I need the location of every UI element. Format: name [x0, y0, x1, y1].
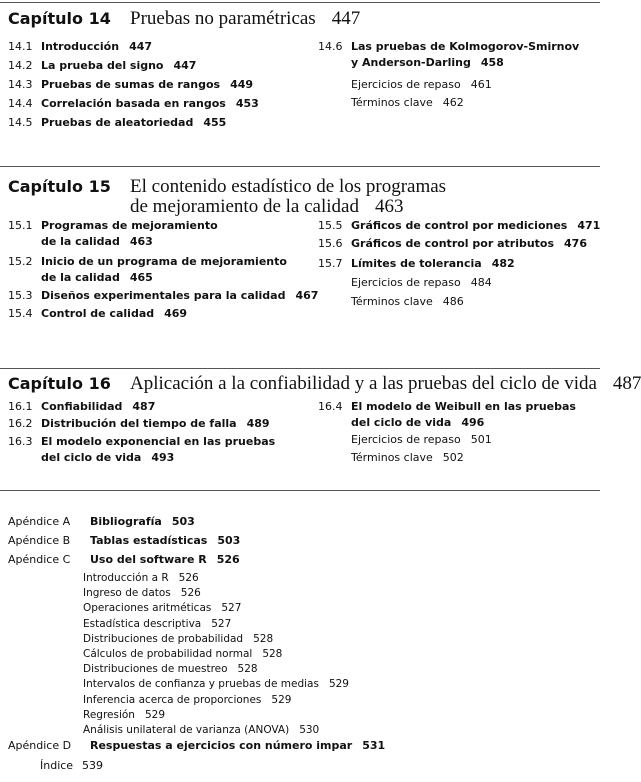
- section-page: 489: [246, 417, 270, 430]
- extra-entry[interactable]: [351, 433, 492, 447]
- section-number: 16.3: [8, 435, 33, 448]
- section-page: 463: [129, 235, 153, 248]
- appendix-c-item-page: 528: [253, 632, 274, 645]
- extra-entry[interactable]: [351, 78, 492, 92]
- chapter-heading[interactable]: [8, 373, 641, 394]
- section-title: Distribución del tiempo de falla: [41, 417, 237, 430]
- section-page: 467: [295, 289, 319, 302]
- appendix-title: Bibliografía: [90, 515, 162, 528]
- extra-page: 501: [470, 433, 492, 446]
- chapter-heading[interactable]: [130, 196, 403, 217]
- section-entry[interactable]: [41, 271, 153, 285]
- appendix-c-item-title: Regresión: [83, 708, 135, 721]
- section-title: El modelo exponencial en las pruebas: [41, 435, 276, 448]
- section-title: Programas de mejoramiento: [41, 219, 218, 232]
- divider: [0, 490, 600, 491]
- extra-page: 486: [442, 295, 464, 308]
- appendix-page: 526: [216, 553, 240, 566]
- section-entry[interactable]: [318, 257, 515, 271]
- extra-entry[interactable]: [351, 451, 464, 465]
- chapter-title: Pruebas no paramétricas: [130, 8, 316, 29]
- appendix-c-item-page: 530: [299, 724, 320, 736]
- section-entry[interactable]: [318, 40, 579, 54]
- section-entry[interactable]: [351, 56, 504, 70]
- chapter-title: Aplicación a la confiabilidad y a las pruebas del ciclo de vida: [130, 373, 597, 394]
- appendix-label: Apéndice A: [8, 515, 71, 528]
- section-entry[interactable]: [8, 116, 226, 130]
- appendix-label: Apéndice D: [8, 739, 72, 752]
- extra-title: Ejercicios de repaso: [351, 276, 461, 289]
- appendix-c-item-page: 528: [237, 663, 258, 676]
- appendix-c-item-title: Análisis unilateral de varianza (ANOVA): [83, 724, 290, 736]
- section-page: 476: [564, 237, 587, 250]
- extra-page: 461: [470, 78, 492, 91]
- chapter-page: 463: [374, 196, 404, 217]
- section-title: Gráficos de control por atributos: [351, 237, 555, 250]
- appendix-c-item[interactable]: [83, 693, 291, 707]
- section-title: Introducción: [41, 40, 120, 53]
- section-page: 487: [132, 400, 156, 413]
- appendix-c-item-page: 529: [271, 693, 292, 706]
- section-entry[interactable]: [8, 78, 253, 92]
- appendix-c-item-page: 528: [262, 648, 283, 660]
- appendix-c-item[interactable]: [83, 586, 201, 600]
- chapter-heading[interactable]: [8, 8, 360, 29]
- section-number: 15.6: [318, 237, 343, 250]
- appendix-c-item-title: Distribuciones de probabilidad: [83, 632, 244, 645]
- appendix-c-item-title: Operaciones aritméticas: [83, 602, 212, 615]
- appendix-label: Apéndice B: [8, 534, 71, 547]
- chapter-title: de mejoramiento de la calidad: [130, 196, 359, 217]
- section-title: Pruebas de aleatoriedad: [41, 116, 194, 129]
- section-title: de la calidad: [41, 271, 120, 284]
- section-title: Las pruebas de Kolmogorov-Smirnov: [351, 40, 580, 53]
- extra-entry[interactable]: [351, 295, 464, 309]
- appendix-c-item-page: 526: [180, 587, 201, 600]
- section-page: 447: [129, 40, 153, 53]
- divider: [0, 368, 600, 369]
- chapter-heading[interactable]: [8, 176, 446, 197]
- section-page: 458: [480, 56, 504, 69]
- appendix-c-item-title: Estadística descriptiva: [83, 617, 202, 630]
- section-entry[interactable]: [8, 435, 275, 449]
- section-title: Gráficos de control por mediciones: [351, 219, 568, 232]
- extra-title: Ejercicios de repaso: [351, 78, 461, 91]
- divider: [0, 2, 600, 3]
- appendix-title: Uso del software R: [90, 553, 207, 566]
- section-page: 447: [173, 59, 197, 72]
- section-page: 453: [235, 97, 259, 110]
- extra-page: 462: [442, 96, 464, 109]
- section-entry[interactable]: [41, 451, 174, 465]
- appendix-c-item[interactable]: [83, 677, 349, 691]
- appendix-c-item[interactable]: [83, 647, 282, 661]
- chapter-label: Capítulo 15: [8, 177, 111, 196]
- section-number: 15.2: [8, 255, 33, 268]
- section-entry[interactable]: [8, 307, 187, 321]
- section-page: 482: [491, 257, 515, 270]
- appendix-c-item-page: 527: [211, 617, 232, 630]
- section-title: y Anderson-Darling: [351, 56, 471, 69]
- section-title: El modelo de Weibull en las pruebas: [351, 400, 576, 413]
- appendix-c-item-title: Cálculos de probabilidad normal: [83, 648, 253, 660]
- appendix-c-item-title: Intervalos de confianza y pruebas de medias: [83, 678, 319, 691]
- section-entry[interactable]: [318, 237, 587, 251]
- section-entry[interactable]: [8, 59, 196, 73]
- divider: [0, 166, 600, 167]
- appendix-page: 503: [171, 515, 195, 528]
- section-entry[interactable]: [318, 219, 600, 233]
- appendix-c-item[interactable]: [83, 662, 258, 676]
- appendix-c-item[interactable]: [83, 708, 165, 722]
- chapter-page: 487: [612, 373, 641, 394]
- section-title: Pruebas de sumas de rangos: [41, 78, 221, 91]
- section-number: 14.5: [8, 116, 33, 129]
- chapter-label: Capítulo 14: [8, 9, 111, 28]
- chapter-page: 447: [331, 8, 361, 29]
- section-page: 455: [203, 116, 227, 129]
- section-entry[interactable]: [8, 255, 287, 269]
- chapter-label: Capítulo 16: [8, 374, 111, 393]
- section-entry[interactable]: [318, 400, 576, 414]
- section-number: 16.2: [8, 417, 33, 430]
- section-entry[interactable]: [8, 97, 259, 111]
- extra-title: Términos clave: [351, 295, 433, 308]
- section-title: Límites de tolerancia: [351, 257, 482, 270]
- extra-title: Términos clave: [351, 451, 433, 464]
- section-number: 15.5: [318, 219, 343, 232]
- appendix-c-item-page: 529: [328, 678, 349, 691]
- section-number: 14.6: [318, 40, 343, 53]
- index-page: 539: [82, 759, 103, 772]
- appendix-title: Tablas estadísticas: [90, 534, 208, 547]
- appendix-entry[interactable]: [8, 553, 240, 567]
- section-number: 16.1: [8, 400, 33, 413]
- appendix-c-item-title: Ingreso de datos: [83, 587, 171, 600]
- appendix-c-item-title: Distribuciones de muestreo: [83, 663, 228, 676]
- section-number: 15.3: [8, 289, 33, 302]
- appendix-entry[interactable]: [8, 515, 195, 529]
- appendix-entry[interactable]: [8, 739, 385, 753]
- appendix-c-item-page: 526: [178, 572, 199, 584]
- section-number: 14.1: [8, 40, 33, 53]
- section-page: 449: [230, 78, 254, 91]
- appendix-entry[interactable]: [8, 534, 240, 548]
- section-page: 471: [577, 219, 601, 232]
- section-title: del ciclo de vida: [351, 416, 452, 429]
- section-number: 14.3: [8, 78, 33, 91]
- extra-page: 484: [470, 276, 492, 289]
- appendix-page: 503: [217, 534, 241, 547]
- section-entry[interactable]: [8, 289, 318, 303]
- section-title: Diseños experimentales para la calidad: [41, 289, 286, 302]
- extra-page: 502: [442, 451, 464, 464]
- appendix-c-item-title: Inferencia acerca de proporciones: [83, 693, 262, 706]
- section-page: 465: [129, 271, 153, 284]
- section-title: La prueba del signo: [41, 59, 164, 72]
- section-title: Confiabilidad: [41, 400, 123, 413]
- section-entry[interactable]: [8, 400, 155, 414]
- appendix-c-item-page: 527: [221, 602, 242, 615]
- appendix-c-item[interactable]: [83, 632, 273, 646]
- extra-entry[interactable]: [351, 96, 464, 110]
- extra-title: Términos clave: [351, 96, 433, 109]
- section-entry[interactable]: [351, 416, 484, 430]
- section-number: 16.4: [318, 400, 343, 413]
- section-title: Correlación basada en rangos: [41, 97, 226, 110]
- appendix-c-item[interactable]: [83, 601, 241, 615]
- chapter-title: El contenido estadístico de los programas: [130, 176, 447, 197]
- appendix-c-item[interactable]: [83, 617, 231, 631]
- appendix-title: Respuestas a ejercicios con número impar: [90, 739, 353, 752]
- section-number: 15.4: [8, 307, 33, 320]
- appendix-c-item[interactable]: [83, 571, 199, 585]
- section-page: 493: [151, 451, 175, 464]
- appendix-c-item[interactable]: [83, 723, 319, 737]
- appendix-c-item-page: 529: [144, 708, 166, 721]
- section-entry[interactable]: [41, 235, 153, 249]
- section-number: 15.1: [8, 219, 33, 232]
- section-number: 14.4: [8, 97, 33, 110]
- appendix-label: Apéndice C: [8, 553, 71, 566]
- section-title: Control de calidad: [41, 307, 155, 320]
- section-page: 496: [461, 416, 485, 429]
- extra-entry[interactable]: [351, 276, 492, 290]
- section-title: del ciclo de vida: [41, 451, 142, 464]
- appendix-page: 531: [362, 739, 386, 752]
- section-entry[interactable]: [8, 40, 152, 54]
- index-label: Índice: [40, 759, 74, 772]
- section-title: Inicio de un programa de mejoramiento: [41, 255, 287, 268]
- section-number: 14.2: [8, 59, 33, 72]
- extra-title: Ejercicios de repaso: [351, 433, 461, 446]
- section-entry[interactable]: [8, 219, 218, 233]
- section-entry[interactable]: [8, 417, 270, 431]
- section-title: de la calidad: [41, 235, 120, 248]
- section-page: 469: [164, 307, 188, 320]
- index-entry[interactable]: [40, 759, 103, 773]
- appendix-c-item-title: Introducción a R: [83, 572, 169, 584]
- section-number: 15.7: [318, 257, 343, 270]
